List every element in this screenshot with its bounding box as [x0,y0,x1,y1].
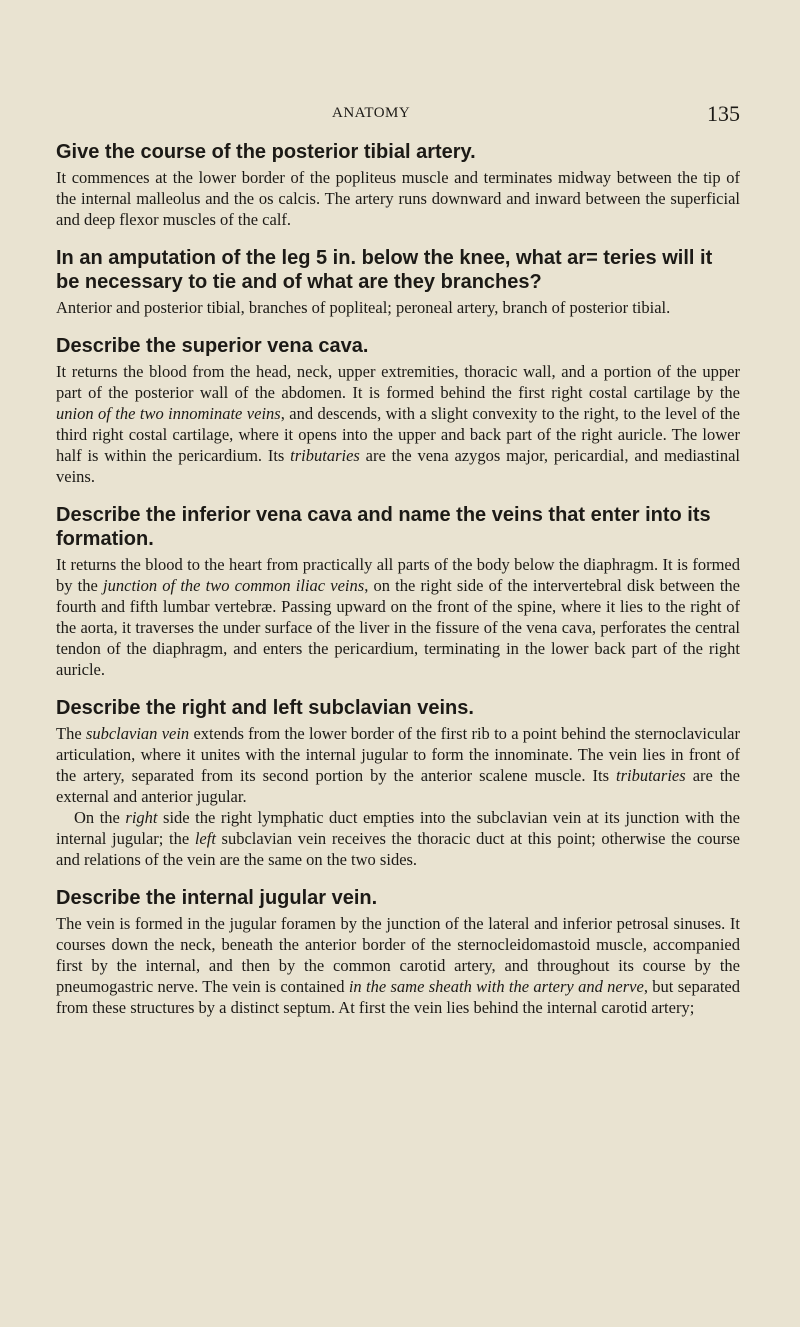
question-heading: In an amputation of the leg 5 in. below the knee, what ar= teries will it be necessary to tie and of what are they branches? [56,247,713,293]
answer-emphasis: left [194,829,216,848]
page-header [56,101,740,127]
answer-emphasis: junction of the two common iliac veins [103,576,365,595]
answer-text: side the right lymphatic duct empties into the subclavian vein at its junction with the internal jugular; the [56,808,740,848]
running-head: ANATOMY [332,105,411,121]
section-posterior-tibial-artery [56,140,740,230]
answer-text: extends from the lower border of the first rib to a point behind the sternoclavicular articulation, where it unites with the internal jugular to form the innominate. The vein lies in front of the artery, separated from its second portion by the anterior scalene muscle. Its [56,724,740,785]
section-superior-vena-cava [56,334,740,487]
answer-emphasis: in the same sheath with the artery and nerve [348,977,644,996]
question-heading: Describe the inferior vena cava and name the veins that enter into its formation. [56,504,711,550]
answer-text: The vein is formed in the jugular foramen by the junction of the lateral and inferior petrosal sinuses. It courses down the neck, beneath the anterior border of the sternocleidomastoid muscle, accompanied first by the internal, and then by the common carotid artery, and throughout its course by the pneumogastric nerve. The vein is contained [56,914,740,996]
answer-paragraph: Anterior and posterior tibial, branches of popliteal; peroneal artery, branch of posterior tibial. [56,298,671,317]
answer-text: are the vena azygos major, pericardial, and mediastinal veins. [56,446,741,486]
answer-emphasis: tributaries [290,446,360,465]
answer-emphasis: union of the two innominate veins [56,404,281,423]
answer-text: , but separated from these structures by a distinct septum. At first the vein lies behind the internal carotid artery; [56,977,741,1017]
section-subclavian-veins [56,696,740,870]
page-number: 135 [707,101,740,126]
answer-paragraph: It commences at the lower border of the popliteus muscle and terminates midway between the tip of the internal malleolus and the os calcis. The artery runs downward and inward between the superficial and deep flexor muscles of the calf. [56,168,740,229]
answer-text: , on the right side of the intervertebral disk between the fourth and fifth lumbar vertebræ. Passing upward on the front of the spine, where it lies to the right of the aorta, it traverses the under surface of the liver in the fissure of the vena cava, perforates the central tendon of the diaphragm, and enters the pericardium, terminating in the lower back part of the right auricle. [56,576,740,679]
section-internal-jugular-vein [56,886,740,1018]
answer-text: It returns the blood from the head, neck, upper extremities, thoracic wall, and a portion of the upper part of the posterior wall of the abdomen. It is formed behind the first right costal cartilage by the [56,362,740,402]
question-heading: Describe the superior vena cava. [56,335,369,357]
question-heading: Describe the right and left subclavian veins. [56,697,474,719]
answer-emphasis: subclavian vein [85,724,190,743]
answer-paragraph [56,361,740,487]
section-leg-amputation [56,246,740,318]
answer-paragraph [56,807,740,870]
answer-emphasis: right [125,808,158,827]
answer-text: On the [74,808,126,827]
section-inferior-vena-cava [56,503,740,680]
question-heading: Give the course of the posterior tibial artery. [56,141,476,163]
answer-paragraph [56,554,740,680]
page-content [56,140,740,1034]
answer-text: It returns the blood to the heart from practically all parts of the body below the diaphragm. It is formed by the [56,555,740,595]
answer-text: are the external and anterior jugular. [56,766,740,806]
answer-text: subclavian vein receives the thoracic duct at this point; otherwise the course and relations of the vein are the same on the two sides. [56,829,741,869]
answer-emphasis: tributaries [616,766,686,785]
answer-paragraph [56,913,740,1018]
answer-text: , and descends, with a slight convexity to the right, to the level of the third right costal cartilage, where it opens into the upper and back part of the right auricle. The lower half is within the pericardium. Its [56,404,741,465]
answer-paragraph [56,723,740,807]
answer-text: The [56,724,86,743]
question-heading: Describe the internal jugular vein. [56,887,378,909]
